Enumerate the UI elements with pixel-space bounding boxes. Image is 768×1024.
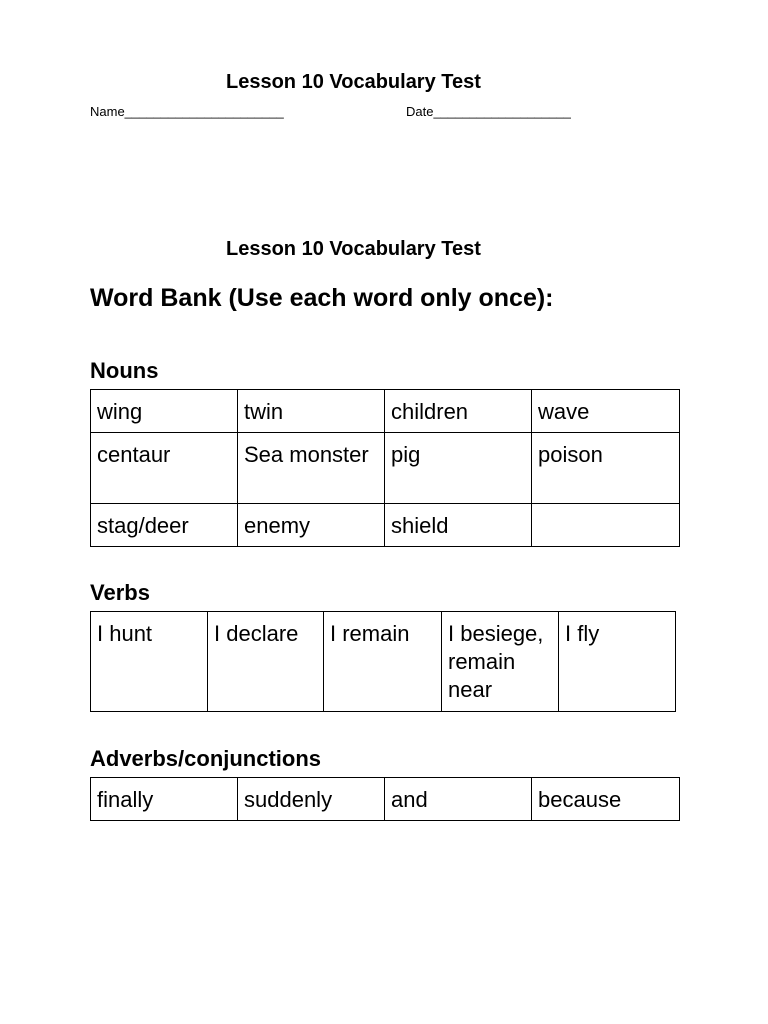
table-cell: because <box>532 778 680 821</box>
date-field-label: Date___________________ <box>406 104 571 119</box>
table-row <box>91 504 680 547</box>
table-cell: stag/deer <box>91 504 238 547</box>
table-cell: I hunt <box>91 612 208 712</box>
table-cell: centaur <box>91 433 238 504</box>
table-cell: finally <box>91 778 238 821</box>
nouns-table <box>90 389 680 547</box>
table-cell: suddenly <box>238 778 385 821</box>
table-cell: poison <box>532 433 680 504</box>
table-cell: shield <box>385 504 532 547</box>
table-row <box>91 778 680 821</box>
table-row <box>91 433 680 504</box>
table-cell: wave <box>532 390 680 433</box>
test-title: Lesson 10 Vocabulary Test <box>226 71 481 93</box>
table-cell: children <box>385 390 532 433</box>
table-cell: enemy <box>238 504 385 547</box>
table-cell: twin <box>238 390 385 433</box>
table-row <box>91 612 676 712</box>
adverbs-table <box>90 777 680 821</box>
table-cell: Sea monster <box>238 433 385 504</box>
table-cell: wing <box>91 390 238 433</box>
table-row <box>91 390 680 433</box>
table-cell: pig <box>385 433 532 504</box>
table-cell: I besiege, remain near <box>442 612 559 712</box>
adverbs-heading: Adverbs/conjunctions <box>90 746 322 771</box>
table-cell: I fly <box>559 612 676 712</box>
table-cell: I declare <box>208 612 324 712</box>
test-title-repeat: Lesson 10 Vocabulary Test <box>226 238 481 260</box>
name-field-label: Name______________________ <box>90 104 284 119</box>
table-cell: and <box>385 778 532 821</box>
table-cell: I remain <box>324 612 442 712</box>
table-cell <box>532 504 680 547</box>
word-bank-heading: Word Bank (Use each word only once): <box>90 284 554 312</box>
nouns-heading: Nouns <box>90 358 159 383</box>
verbs-heading: Verbs <box>90 580 150 605</box>
verbs-table <box>90 611 676 712</box>
